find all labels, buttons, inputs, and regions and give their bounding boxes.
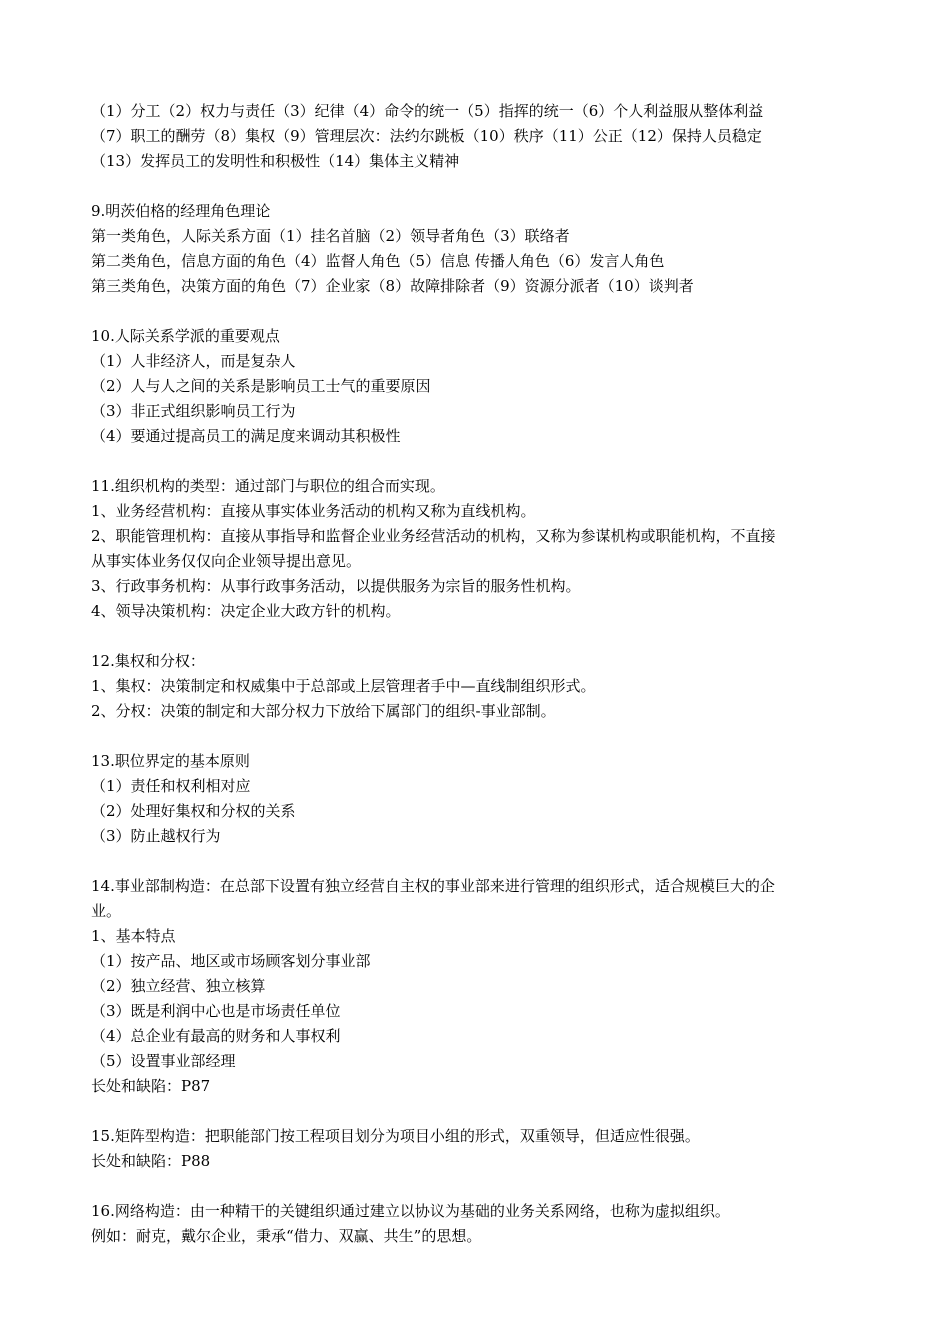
section-9-mintzberg-roles — [91, 199, 866, 299]
list-item: （3）防止越权行为 — [91, 827, 221, 845]
text-line: 第三类角色，决策方面的角色（7）企业家（8）故障排除者（9）资源分派者（10）谈判者 — [91, 277, 694, 295]
paragraph-gap — [91, 724, 866, 749]
list-item: 1、集权：决策制定和权威集中于总部或上层管理者手中—直线制组织形式。 — [91, 677, 596, 695]
paragraph-gap — [91, 174, 866, 199]
section-heading: 16.网络构造：由一种精干的关键组织通过建立以协议为基础的业务关系网络，也称为虚拟组织。 — [91, 1202, 730, 1220]
section-13-position-principles — [91, 749, 866, 849]
text-line: 从事实体业务仅仅向企业领导提出意见。 — [91, 552, 362, 570]
list-item: （1）人非经济人，而是复杂人 — [91, 352, 296, 370]
text-line: 长处和缺陷：P88 — [91, 1152, 211, 1170]
list-item: （4）要通过提高员工的满足度来调动其积极性 — [91, 427, 401, 445]
paragraph-gap — [91, 449, 866, 474]
list-item: （1）责任和权利相对应 — [91, 777, 251, 795]
text-line: 例如：耐克，戴尔企业，秉承“借力、双赢、共生”的思想。 — [91, 1227, 482, 1245]
text-line: 第一类角色，人际关系方面（1）挂名首脑（2）领导者角色（3）联络者 — [91, 227, 570, 245]
list-item: （2）处理好集权和分权的关系 — [91, 802, 296, 820]
paragraph-gap — [91, 624, 866, 649]
list-item: （2）独立经营、独立核算 — [91, 977, 266, 995]
paragraph-gap — [91, 299, 866, 324]
list-item: 2、分权：决策的制定和大部分权力下放给下属部门的组织-事业部制。 — [91, 702, 556, 720]
section-heading: 15.矩阵型构造：把职能部门按工程项目划分为项目小组的形式，双重领导，但适应性很强。 — [91, 1127, 700, 1145]
section-12-centralization — [91, 649, 866, 724]
section-heading: 14.事业部制构造：在总部下设置有独立经营自主权的事业部来进行管理的组织形式，适合规模巨大的企 — [91, 877, 775, 895]
section-11-organization-types — [91, 474, 866, 624]
fayol-principles-section — [91, 99, 866, 174]
text-line: 长处和缺陷：P87 — [91, 1077, 211, 1095]
list-item: （5）设置事业部经理 — [91, 1052, 236, 1070]
list-item: （3）非正式组织影响员工行为 — [91, 402, 296, 420]
section-heading: 12.集权和分权： — [91, 652, 205, 670]
section-14-divisional-structure — [91, 874, 866, 1099]
text-line: （1）分工（2）权力与责任（3）纪律（4）命令的统一（5）指挥的统一（6）个人利益服从整体利益 — [91, 102, 764, 120]
text-line: 第二类角色，信息方面的角色（4）监督人角色（5）信息 传播人角色（6）发言人角色 — [91, 252, 665, 270]
section-10-human-relations — [91, 324, 866, 449]
list-item: （2）人与人之间的关系是影响员工士气的重要原因 — [91, 377, 431, 395]
subheading: 1、基本特点 — [91, 927, 176, 945]
list-item: 4、领导决策机构：决定企业大政方针的机构。 — [91, 602, 401, 620]
section-heading: 13.职位界定的基本原则 — [91, 752, 250, 770]
paragraph-gap — [91, 1174, 866, 1199]
text-line: （13）发挥员工的发明性和积极性（14）集体主义精神 — [91, 152, 460, 170]
paragraph-gap — [91, 849, 866, 874]
list-item: （4）总企业有最高的财务和人事权利 — [91, 1027, 341, 1045]
section-16-network-structure — [91, 1199, 866, 1249]
section-heading: 9.明茨伯格的经理角色理论 — [91, 202, 271, 220]
list-item: 2、职能管理机构：直接从事指导和监督企业业务经营活动的机构，又称为参谋机构或职能机构，不直接 — [91, 527, 776, 545]
section-heading: 10.人际关系学派的重要观点 — [91, 327, 280, 345]
list-item: 3、行政事务机构：从事行政事务活动，以提供服务为宗旨的服务性机构。 — [91, 577, 581, 595]
text-line: （7）职工的酬劳（8）集权（9）管理层次：法约尔跳板（10）秩序（11）公正（12）保持人员稳定 — [91, 127, 762, 145]
section-heading: 11.组织机构的类型：通过部门与职位的组合而实现。 — [91, 477, 445, 495]
paragraph-gap — [91, 1099, 866, 1124]
list-item: （3）既是利润中心也是市场责任单位 — [91, 1002, 341, 1020]
text-line: 业。 — [91, 902, 122, 920]
list-item: 1、业务经营机构：直接从事实体业务活动的机构又称为直线机构。 — [91, 502, 536, 520]
section-15-matrix-structure — [91, 1124, 866, 1174]
list-item: （1）按产品、地区或市场顾客划分事业部 — [91, 952, 371, 970]
document-page — [91, 99, 866, 1249]
